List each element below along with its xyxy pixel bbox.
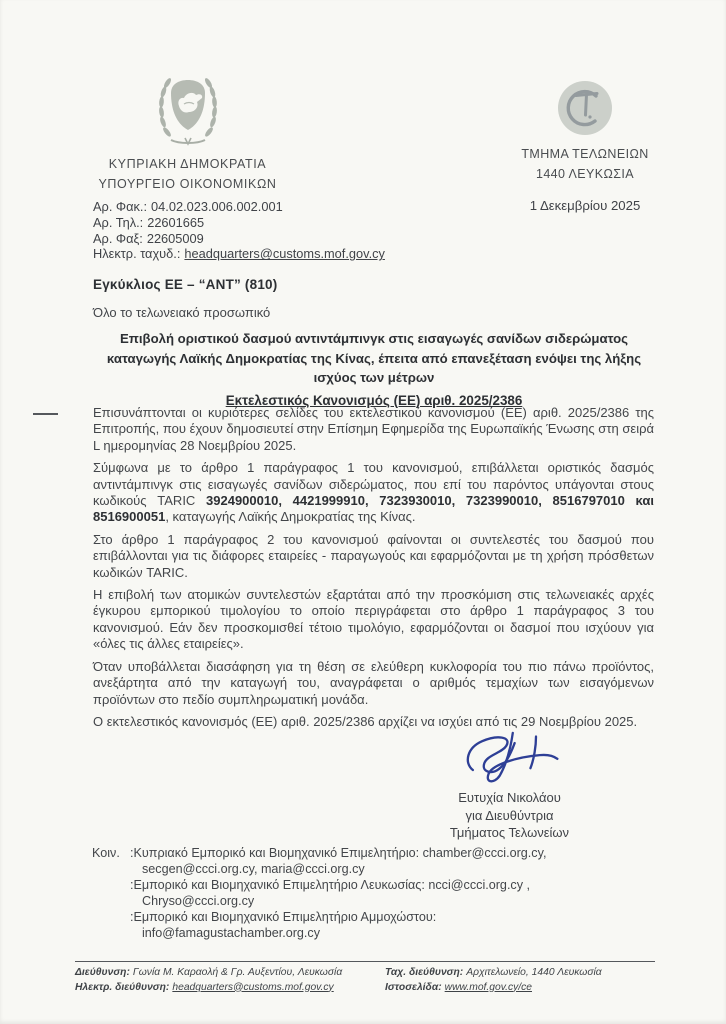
footer-left-column — [75, 966, 385, 995]
paragraph-1: Επισυνάπτονται οι κυριότερες σελίδες του εκτελεστικού κανονισμού (ΕΕ) αριθ. 2025/2386 της Επιτροπής, που έχουν δημοσιευτεί στην Επίσημη Εφημερίδα της Ευρωπαϊκής Ένωσης στη σειρά L ημερομηνίας 28 Νοεμβρίου 2025. — [93, 405, 654, 453]
footer-postal-value: Αρχιτελωνείο, 1440 Λευκωσία — [466, 967, 602, 978]
footer-right-column — [385, 966, 655, 995]
telephone-row — [93, 215, 385, 231]
letter-date: 1 Δεκεμβρίου 2025 — [529, 198, 641, 213]
header-email-link[interactable]: headquarters@customs.mof.gov.cy — [184, 246, 385, 262]
paragraph-5: Όταν υποβάλλεται διασάφηση για τη θέση σε ελεύθερη κυκλοφορία του πιο πάνω προϊόντος, ανεξάρτητα από την καταγωγή του, αναγράφεται ο αριθμός τεμαχίων των εισαγόμενων προϊόντων στο πεδίο συμπληρωματική μονάδα. — [93, 658, 654, 707]
ministry-title: ΥΠΟΥΡΓΕΙΟ ΟΙΚΟΝΟΜΙΚΩΝ — [98, 177, 277, 191]
customs-department-logo-icon — [557, 80, 613, 136]
footer-postal-row — [385, 966, 655, 981]
margin-dash-mark — [33, 413, 58, 415]
footer-email-link[interactable]: headquarters@customs.mof.gov.cy — [172, 981, 334, 993]
cc-item-famagusta-chamber: :Εμπορικό και Βιομηχανικό Επιμελητήριο Αμμοχώστου: info@famagustachamber.org.cy — [130, 910, 437, 940]
paragraph-6: Ο εκτελεστικός κανονισμός (ΕΕ) αριθ. 2025/2386 αρχίζει να ισχύει από τις 29 Νοεμβρίου 2025. — [93, 713, 638, 729]
signatory-capacity: για Διευθύντρια — [465, 807, 554, 823]
letter-body — [93, 405, 654, 736]
telephone-label: Αρ. Τηλ.: — [93, 214, 144, 230]
header-left-block — [60, 74, 315, 194]
footer-website-label: Ιστοσελίδα: — [385, 981, 442, 993]
email-row — [93, 246, 385, 262]
document-title: Επιβολή οριστικού δασμού αντιντάμπινγκ στις εισαγωγές σανίδων σιδερώματος καταγωγής Λαϊκής Δημοκρατίας της Κίνας, έπειτα από επανεξέταση ενόψει της λήξης ισχύος των μέτρων — [106, 331, 642, 385]
cyprus-coat-of-arms-icon — [157, 74, 219, 148]
signatory-department: Τμήματος Τελωνείων — [449, 825, 570, 840]
footer-postal-label: Ταχ. διεύθυνση: — [385, 967, 464, 978]
footer-website-link[interactable]: www.mof.gov.cy/ce — [444, 981, 532, 993]
footer-email-label: Ηλεκτρ. διεύθυνση: — [75, 981, 170, 993]
paragraph-3: Στο άρθρο 1 παράγραφος 2 του κανονισμού φαίνονται οι συντελεστές του δασμού που επιβάλλονται για τις διάφορες εταιρείες - παραγωγούς και εφαρμόζονται με τη χρήση πρόσθετων κωδικών TARIC. — [93, 531, 654, 580]
cc-items — [130, 846, 597, 943]
cc-item-nicosia-chamber: :Εμπορικό και Βιομηχανικό Επιμελητήριο Λευκωσίας: ncci@ccci.org.cy , Chryso@ccci.org.cy — [130, 878, 531, 908]
footer-website-row — [385, 981, 655, 996]
regulation-title: Εκτελεστικός Κανονισμός (ΕΕ) αριθ. 2025/2386 — [225, 392, 523, 408]
footer-address-row — [75, 966, 385, 981]
subject-block — [93, 277, 655, 408]
cc-item-ccci: :Κυπριακό Εμπορικό και Βιομηχανικό Επιμελητήριο: chamber@ccci.org.cy, secgen@ccci.org.cy, maria@ccci.org.cy — [130, 846, 547, 876]
footer-block — [75, 961, 655, 995]
cc-block — [92, 846, 597, 943]
file-number-row — [93, 199, 385, 215]
paragraph-2-end: , καταγωγής Λαϊκής Δημοκρατίας της Κίνας. — [165, 509, 416, 525]
signatory-name: Ευτυχία Νικολάου — [458, 790, 561, 805]
file-number-value: 04.02.023.006.002.001 — [151, 199, 283, 214]
circular-number: Εγκύκλιος ΕΕ – “ΑΝΤ” (810) — [93, 277, 278, 292]
department-title: ΤΜΗΜΑ ΤΕΛΩΝΕΙΩΝ — [521, 147, 649, 161]
handwritten-signature-icon — [458, 727, 562, 787]
cc-label: Κοιν. — [92, 846, 120, 860]
paragraph-2 — [93, 460, 654, 526]
republic-title: ΚΥΠΡΙΑΚΗ ΔΗΜΟΚΡΑΤΙΑ — [108, 157, 267, 171]
footer-email-row — [75, 981, 385, 996]
telephone-value: 22601665 — [147, 214, 205, 230]
department-postal: 1440 ΛΕΥΚΩΣΙΑ — [535, 167, 635, 181]
taric-codes: 3924900010, 4421999910, 7323930010, 7323990010, 8516797010 και 8516900051 — [93, 493, 654, 525]
footer-address-label: Διεύθυνση: — [75, 967, 130, 978]
fax-label: Αρ. Φαξ: — [93, 230, 143, 246]
fax-row — [93, 231, 385, 247]
reference-block — [93, 199, 385, 262]
email-label: Ηλεκτρ. ταχυδ.: — [93, 246, 181, 262]
paragraph-2-text: Σύμφωνα με το άρθρο 1 παράγραφος 1 του κανονισμού, επιβάλλεται οριστικός δασμός αντιντάμπινγκ στις εισαγωγές σανίδων σιδερώματος, που επί του παρόντος υπάγονται στους κωδικούς TARIC — [93, 460, 654, 509]
header-right-block — [500, 80, 670, 184]
fax-value: 22605009 — [146, 230, 204, 246]
addressee-line: Όλο το τελωνειακό προσωπικό — [93, 305, 271, 320]
file-number-label: Αρ. Φακ.: — [93, 199, 148, 214]
signature-block — [392, 727, 627, 842]
paragraph-4: Η επιβολή των ατομικών συντελεστών εξαρτάται από την προσκόμιση στις τελωνειακές αρχές έγκυρου εμπορικού τιμολογίου το οποίο περιγράφεται στο άρθρο 1 παράγραφος 3 του κανονισμού. Εάν δεν προσκομισθεί τέτοιο τιμολόγιο, εφαρμόζονται οι δασμοί που ισχύουν για «όλες τις άλλες εταιρείες». — [93, 587, 654, 652]
footer-address-value: Γωνία Μ. Καραολή & Γρ. Αυξεντίου, Λευκωσία — [132, 967, 343, 978]
